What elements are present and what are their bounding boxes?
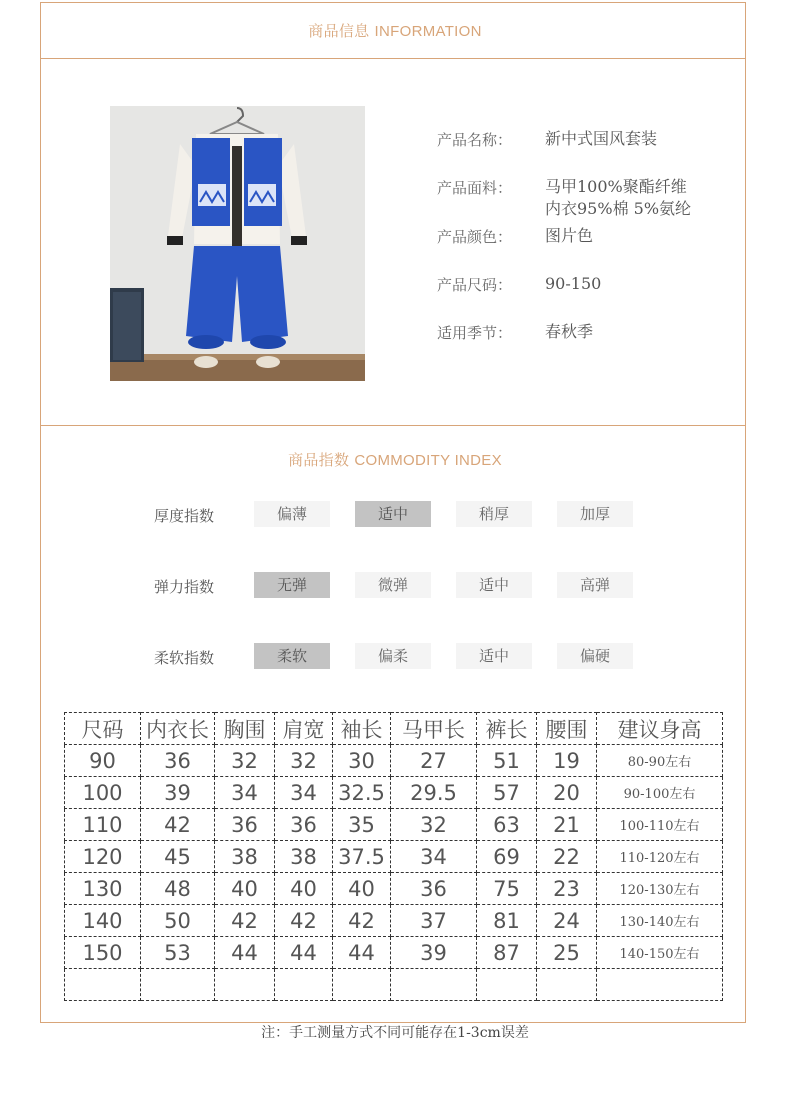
- index-label-elasticity: 弹力指数: [154, 578, 215, 596]
- cell: 90: [65, 745, 141, 777]
- cell: 42: [333, 905, 391, 937]
- elasticity-option: 高弹: [557, 572, 633, 598]
- info-label-season: 适用季节：: [437, 324, 513, 342]
- cell: 34: [275, 777, 333, 809]
- cell: 57: [477, 777, 537, 809]
- cell: 32: [215, 745, 275, 777]
- table-row: [65, 873, 723, 905]
- table-row: [65, 841, 723, 873]
- info-label-size: 产品尺码：: [437, 276, 513, 294]
- size-table-header: [65, 713, 723, 745]
- cell: 25: [537, 937, 597, 969]
- cell: [215, 969, 275, 1001]
- cell: 42: [141, 809, 215, 841]
- cell: 20: [537, 777, 597, 809]
- cell: 63: [477, 809, 537, 841]
- cell: [275, 969, 333, 1001]
- info-value-fabric-line2: 内衣95%棉 5%氨纶: [545, 199, 692, 218]
- header-cell: 袖长: [333, 713, 391, 745]
- information-title: [0, 20, 790, 41]
- header-cell: 马甲长: [391, 713, 477, 745]
- table-row-empty: [65, 969, 723, 1001]
- cell: 87: [477, 937, 537, 969]
- cell: 69: [477, 841, 537, 873]
- cell: [597, 969, 723, 1001]
- softness-option: 适中: [456, 643, 532, 669]
- cell: [333, 969, 391, 1001]
- info-value-season: 春秋季: [545, 322, 594, 341]
- cell: 32: [275, 745, 333, 777]
- table-row: [65, 745, 723, 777]
- elasticity-option-selected: 无弹: [254, 572, 330, 598]
- table-row: [65, 937, 723, 969]
- cell: 32.5: [333, 777, 391, 809]
- cell: 36: [391, 873, 477, 905]
- cell: [391, 969, 477, 1001]
- cell: 19: [537, 745, 597, 777]
- information-title-en: INFORMATION: [374, 23, 482, 40]
- cell: 42: [275, 905, 333, 937]
- cell: 140-150左右: [597, 937, 723, 969]
- table-row: [65, 905, 723, 937]
- cell: 32: [391, 809, 477, 841]
- header-cell: 腰围: [537, 713, 597, 745]
- header-cell: 胸围: [215, 713, 275, 745]
- cell: 23: [537, 873, 597, 905]
- info-value-size: 90-150: [545, 274, 602, 293]
- cell: 130-140左右: [597, 905, 723, 937]
- cell: 120-130左右: [597, 873, 723, 905]
- info-value-color: 图片色: [545, 226, 594, 245]
- cell: 110: [65, 809, 141, 841]
- cell: 22: [537, 841, 597, 873]
- cell: 51: [477, 745, 537, 777]
- information-divider: [41, 58, 745, 59]
- cell: 38: [275, 841, 333, 873]
- cell: [477, 969, 537, 1001]
- cell: 75: [477, 873, 537, 905]
- cell: 120: [65, 841, 141, 873]
- index-label-thickness: 厚度指数: [154, 507, 215, 525]
- thickness-option: 加厚: [557, 501, 633, 527]
- cell: 36: [215, 809, 275, 841]
- cell: 53: [141, 937, 215, 969]
- cell: 24: [537, 905, 597, 937]
- cell: 110-120左右: [597, 841, 723, 873]
- table-row: [65, 777, 723, 809]
- cell: 44: [275, 937, 333, 969]
- cell: 80-90左右: [597, 745, 723, 777]
- header-cell: 肩宽: [275, 713, 333, 745]
- header-cell: 建议身高: [597, 713, 723, 745]
- cell: 39: [141, 777, 215, 809]
- cell: 50: [141, 905, 215, 937]
- softness-option-selected: 柔软: [254, 643, 330, 669]
- cell: 37.5: [333, 841, 391, 873]
- cell: 29.5: [391, 777, 477, 809]
- cell: 37: [391, 905, 477, 937]
- info-value-fabric-line1: 马甲100%聚酯纤维: [545, 177, 687, 196]
- cell: 39: [391, 937, 477, 969]
- softness-option: 偏硬: [557, 643, 633, 669]
- cell: 40: [275, 873, 333, 905]
- header-cell: 内衣长: [141, 713, 215, 745]
- cell: 45: [141, 841, 215, 873]
- info-label-color: 产品颜色：: [437, 228, 513, 246]
- size-table: [64, 712, 723, 1001]
- cell: 30: [333, 745, 391, 777]
- cell: 44: [333, 937, 391, 969]
- information-title-cn: 商品信息: [308, 22, 370, 40]
- thickness-option: 偏薄: [254, 501, 330, 527]
- cell: 90-100左右: [597, 777, 723, 809]
- cell: [537, 969, 597, 1001]
- cell: 34: [391, 841, 477, 873]
- product-illustration: [110, 106, 365, 381]
- cell: 38: [215, 841, 275, 873]
- info-value-name: 新中式国风套装: [545, 129, 658, 148]
- cell: 40: [215, 873, 275, 905]
- cell: 34: [215, 777, 275, 809]
- cell: 42: [215, 905, 275, 937]
- info-label-fabric: 产品面料：: [437, 179, 513, 197]
- cell: 140: [65, 905, 141, 937]
- thickness-option: 稍厚: [456, 501, 532, 527]
- cell: 150: [65, 937, 141, 969]
- measurement-note: 注：手工测量方式不同可能存在1-3cm误差: [261, 1025, 529, 1041]
- elasticity-option: 微弹: [355, 572, 431, 598]
- info-label-name: 产品名称：: [437, 131, 513, 149]
- cell: 36: [275, 809, 333, 841]
- cell: 100: [65, 777, 141, 809]
- cell: 36: [141, 745, 215, 777]
- header-cell: 尺码: [65, 713, 141, 745]
- cell: 21: [537, 809, 597, 841]
- product-photo: [110, 106, 365, 381]
- table-row: [65, 809, 723, 841]
- softness-option: 偏柔: [355, 643, 431, 669]
- thickness-option-selected: 适中: [355, 501, 431, 527]
- commodity-title-en: COMMODITY INDEX: [354, 452, 502, 469]
- cell: 27: [391, 745, 477, 777]
- cell: [65, 969, 141, 1001]
- commodity-title: [0, 449, 790, 470]
- cell: 81: [477, 905, 537, 937]
- cell: [141, 969, 215, 1001]
- commodity-title-cn: 商品指数: [288, 451, 350, 469]
- cell: 40: [333, 873, 391, 905]
- cell: 35: [333, 809, 391, 841]
- elasticity-option: 适中: [456, 572, 532, 598]
- header-cell: 裤长: [477, 713, 537, 745]
- index-label-softness: 柔软指数: [154, 649, 215, 667]
- cell: 48: [141, 873, 215, 905]
- cell: 100-110左右: [597, 809, 723, 841]
- cell: 130: [65, 873, 141, 905]
- cell: 44: [215, 937, 275, 969]
